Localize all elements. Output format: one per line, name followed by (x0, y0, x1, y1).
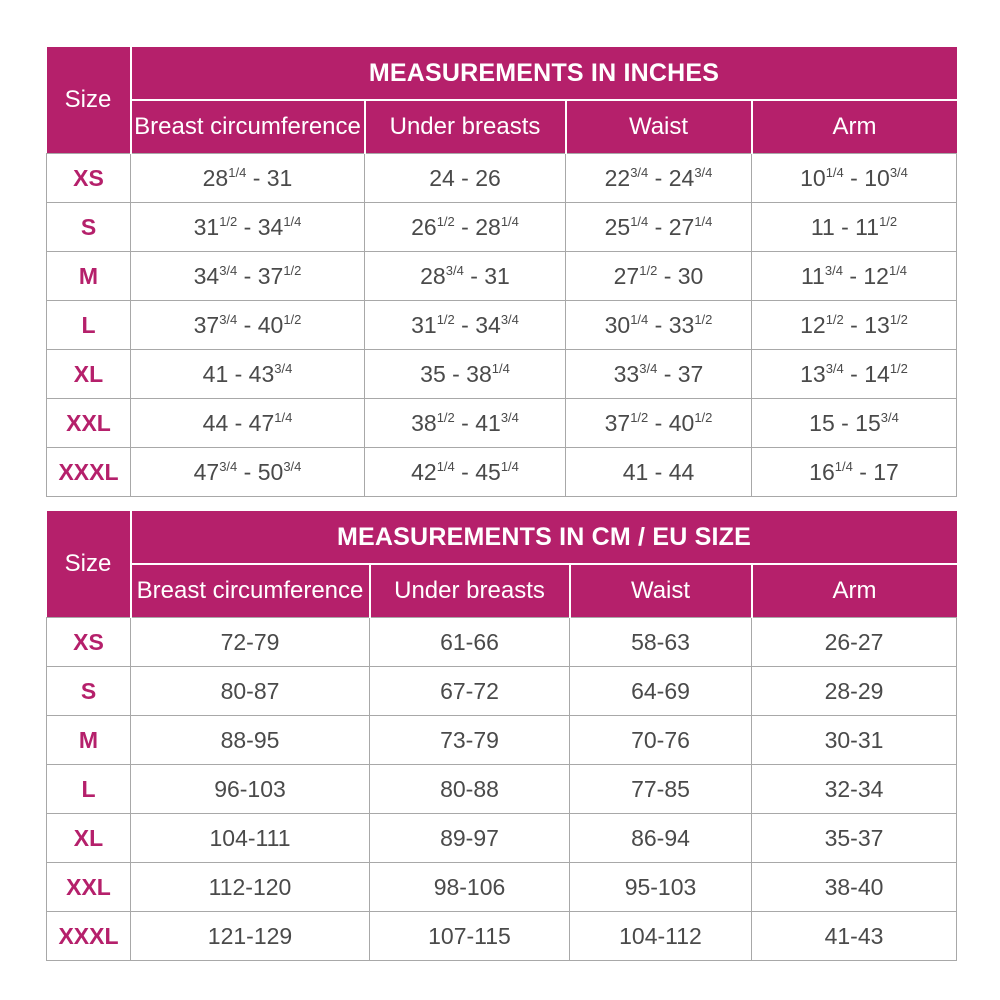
measurement-fraction: 1/2 (825, 311, 844, 327)
column-header-waist: Waist (570, 564, 752, 618)
measurement-value: 38 (411, 409, 437, 436)
measurement-fraction: 3/4 (630, 164, 649, 180)
measurement-value: - 41 (454, 409, 501, 436)
measurement-value: 41 - 43 (202, 360, 275, 387)
measurement-fraction: 1/2 (436, 409, 455, 425)
measurement-fraction: 1/4 (500, 213, 519, 229)
measurement-fraction: 3/4 (219, 458, 238, 474)
size-label: XXL (47, 863, 131, 912)
measurement-value: - 31 (463, 262, 510, 289)
measurement-cell (131, 252, 365, 301)
measurement-cell: 73-79 (370, 716, 570, 765)
table-row (47, 301, 957, 350)
size-label: XXL (47, 399, 131, 448)
table-row (47, 912, 957, 961)
measurement-cell (566, 350, 752, 399)
table-row (47, 765, 957, 814)
measurement-cell (365, 399, 566, 448)
size-label: XS (47, 618, 131, 667)
measurement-cell (752, 301, 957, 350)
measurement-cell: 104-112 (570, 912, 752, 961)
size-label: XXXL (47, 912, 131, 961)
measurement-cell: 96-103 (131, 765, 370, 814)
table-header-row (47, 47, 957, 100)
measurement-value: 24 - 26 (429, 164, 501, 191)
measurement-fraction: 1/4 (630, 213, 649, 229)
measurement-cell (365, 448, 566, 497)
measurement-cell (131, 350, 365, 399)
measurement-fraction: 1/2 (283, 311, 302, 327)
inches-size-table (46, 47, 957, 497)
measurement-cell (131, 203, 365, 252)
table-row (47, 863, 957, 912)
measurement-cell (566, 301, 752, 350)
measurement-cell: 86-94 (570, 814, 752, 863)
measurement-value: - 30 (657, 262, 704, 289)
measurement-fraction: 1/4 (500, 458, 519, 474)
size-label: M (47, 716, 131, 765)
measurement-cell (752, 203, 957, 252)
measurement-value: - 34 (237, 213, 284, 240)
measurement-fraction: 1/2 (219, 213, 238, 229)
table-row (47, 618, 957, 667)
measurement-value: - 13 (843, 311, 890, 338)
measurement-fraction: 3/4 (880, 409, 899, 425)
cm-size-table (46, 511, 957, 961)
measurement-fraction: 1/4 (283, 213, 302, 229)
measurement-cell: 61-66 (370, 618, 570, 667)
measurement-value: 37 (604, 409, 631, 436)
measurement-value: 28 (420, 262, 446, 289)
measurement-cell (365, 350, 566, 399)
size-label: S (47, 203, 131, 252)
measurement-cell (365, 154, 566, 203)
measurement-value: 10 (800, 164, 826, 191)
measurement-cell: 28-29 (752, 667, 957, 716)
measurement-value: 28 (202, 164, 229, 191)
measurement-value: 30 (604, 311, 631, 338)
measurement-fraction: 1/4 (436, 458, 455, 474)
measurement-value: - 45 (454, 458, 501, 485)
measurement-value: - 28 (454, 213, 501, 240)
measurement-cell: 121-129 (131, 912, 370, 961)
measurement-cell (365, 252, 566, 301)
table-row (47, 667, 957, 716)
measurement-fraction: 3/4 (639, 360, 658, 376)
size-label: S (47, 667, 131, 716)
measurement-cell: 26-27 (752, 618, 957, 667)
measurement-fraction: 1/2 (283, 262, 302, 278)
measurement-cell: 104-111 (131, 814, 370, 863)
measurement-value: 37 (193, 311, 220, 338)
column-header-under-breasts: Under breasts (370, 564, 570, 618)
measurement-fraction: 3/4 (219, 311, 238, 327)
measurement-cell: 32-34 (752, 765, 957, 814)
measurement-fraction: 3/4 (825, 360, 844, 376)
table-row (47, 399, 957, 448)
measurement-cell (365, 203, 566, 252)
measurement-value: 41 - 44 (622, 458, 695, 485)
measurement-fraction: 3/4 (694, 164, 713, 180)
measurement-value: - 40 (648, 409, 695, 436)
column-header-waist: Waist (566, 100, 752, 154)
measurement-cell (752, 252, 957, 301)
size-column-header: Size (47, 47, 131, 154)
measurement-fraction: 1/4 (274, 409, 293, 425)
measurement-value: - 10 (843, 164, 890, 191)
measurement-value: 47 (193, 458, 220, 485)
table-row (47, 350, 957, 399)
table-row (47, 448, 957, 497)
measurement-value: 25 (604, 213, 631, 240)
measurement-value: - 37 (657, 360, 704, 387)
measurement-fraction: 1/4 (888, 262, 908, 278)
measurement-value: 33 (613, 360, 640, 387)
measurement-fraction: 1/4 (834, 458, 853, 474)
measurement-cell: 77-85 (570, 765, 752, 814)
size-label: XXXL (47, 448, 131, 497)
measurement-cell (566, 252, 752, 301)
measurement-fraction: 3/4 (500, 409, 519, 425)
column-header-under-breasts: Under breasts (365, 100, 566, 154)
measurement-fraction: 1/2 (879, 213, 898, 229)
measurement-value: - 34 (454, 311, 501, 338)
measurement-value: 16 (809, 458, 835, 485)
size-label: XS (47, 154, 131, 203)
measurement-cell: 67-72 (370, 667, 570, 716)
table-row (47, 814, 957, 863)
measurement-cell (752, 399, 957, 448)
measurement-fraction: 3/4 (500, 311, 519, 327)
measurement-fraction: 1/4 (491, 360, 510, 376)
table-row (47, 716, 957, 765)
measurement-value: - 27 (648, 213, 695, 240)
measurement-value: 31 (411, 311, 437, 338)
measurement-cell: 98-106 (370, 863, 570, 912)
measurement-value: - 31 (246, 164, 293, 191)
size-label: L (47, 765, 131, 814)
measurement-fraction: 1/2 (889, 360, 908, 376)
measurement-fraction: 3/4 (283, 458, 302, 474)
measurement-value: - 50 (237, 458, 284, 485)
measurement-fraction: 3/4 (445, 262, 464, 278)
measurement-fraction: 1/2 (694, 311, 713, 327)
measurement-cell (752, 154, 957, 203)
measurement-cell: 89-97 (370, 814, 570, 863)
measurement-cell: 38-40 (752, 863, 957, 912)
measurement-cell: 95-103 (570, 863, 752, 912)
size-label: XL (47, 350, 131, 399)
measurement-fraction: 3/4 (219, 262, 238, 278)
column-header-arm: Arm (752, 100, 957, 154)
measurement-value: - 17 (852, 458, 899, 485)
measurement-value: - 24 (648, 164, 695, 191)
measurement-cell (752, 350, 957, 399)
measurement-fraction: 1/2 (694, 409, 713, 425)
measurement-cell (365, 301, 566, 350)
measurement-cell: 64-69 (570, 667, 752, 716)
measurement-cell: 35-37 (752, 814, 957, 863)
measurement-value: - 14 (843, 360, 890, 387)
measurement-fraction: 1/2 (889, 311, 908, 327)
measurement-value: 27 (613, 262, 640, 289)
measurement-fraction: 1/4 (694, 213, 713, 229)
column-header-breast: Breast circumference (136, 577, 364, 604)
measurement-cell (131, 301, 365, 350)
measurement-fraction: 1/2 (436, 213, 455, 229)
measurement-cell: 107-115 (370, 912, 570, 961)
measurement-value: 42 (411, 458, 437, 485)
measurement-value: 35 - 38 (420, 360, 492, 387)
measurement-fraction: 1/4 (228, 164, 247, 180)
measurement-value: 44 - 47 (202, 409, 275, 436)
measurement-cell: 88-95 (131, 716, 370, 765)
measurement-fraction: 1/2 (630, 409, 649, 425)
table-header-row (47, 511, 957, 564)
measurement-fraction: 1/4 (630, 311, 649, 327)
column-header-breast: Breast circumference (134, 113, 361, 140)
measurement-fraction: 1/2 (436, 311, 455, 327)
column-header-row (47, 100, 957, 154)
measurement-value: 26 (411, 213, 437, 240)
table-row (47, 154, 957, 203)
size-label: L (47, 301, 131, 350)
table-row (47, 203, 957, 252)
measurement-cell (566, 399, 752, 448)
measurement-value: 12 (800, 311, 826, 338)
measurement-cell (566, 203, 752, 252)
measurement-fraction: 3/4 (824, 262, 843, 278)
measurement-cell: 80-87 (131, 667, 370, 716)
measurement-cell: 72-79 (131, 618, 370, 667)
measurement-cell (131, 448, 365, 497)
measurement-value: 11 - 11 (810, 213, 880, 240)
measurement-cell (566, 448, 752, 497)
measurement-fraction: 3/4 (889, 164, 908, 180)
measurement-fraction: 3/4 (274, 360, 293, 376)
size-label: XL (47, 814, 131, 863)
measurement-value: - 40 (237, 311, 284, 338)
measurement-cell: 70-76 (570, 716, 752, 765)
column-header-row (47, 564, 957, 618)
measurement-value: - 37 (237, 262, 284, 289)
measurement-value: 31 (193, 213, 220, 240)
measurement-cell (131, 154, 365, 203)
table-row (47, 252, 957, 301)
measurement-value: 13 (800, 360, 826, 387)
measurement-value: 34 (193, 262, 220, 289)
measurement-cell (752, 448, 957, 497)
table-title: MEASUREMENTS IN CM / EU SIZE (131, 511, 957, 564)
size-label: M (47, 252, 131, 301)
measurement-value: 22 (604, 164, 631, 191)
measurement-value: - 33 (648, 311, 695, 338)
measurement-fraction: 1/4 (825, 164, 844, 180)
measurement-fraction: 1/2 (639, 262, 658, 278)
measurement-cell: 112-120 (131, 863, 370, 912)
column-header-arm: Arm (752, 564, 957, 618)
measurement-cell (131, 399, 365, 448)
measurement-value: - 12 (842, 262, 889, 289)
measurement-cell: 80-88 (370, 765, 570, 814)
measurement-value: 15 - 15 (809, 409, 881, 436)
measurement-cell (566, 154, 752, 203)
measurement-cell: 58-63 (570, 618, 752, 667)
measurement-cell: 41-43 (752, 912, 957, 961)
measurement-value: 11 (800, 262, 825, 289)
measurement-cell: 30-31 (752, 716, 957, 765)
size-column-header: Size (47, 511, 131, 618)
table-title: MEASUREMENTS IN INCHES (131, 47, 957, 100)
